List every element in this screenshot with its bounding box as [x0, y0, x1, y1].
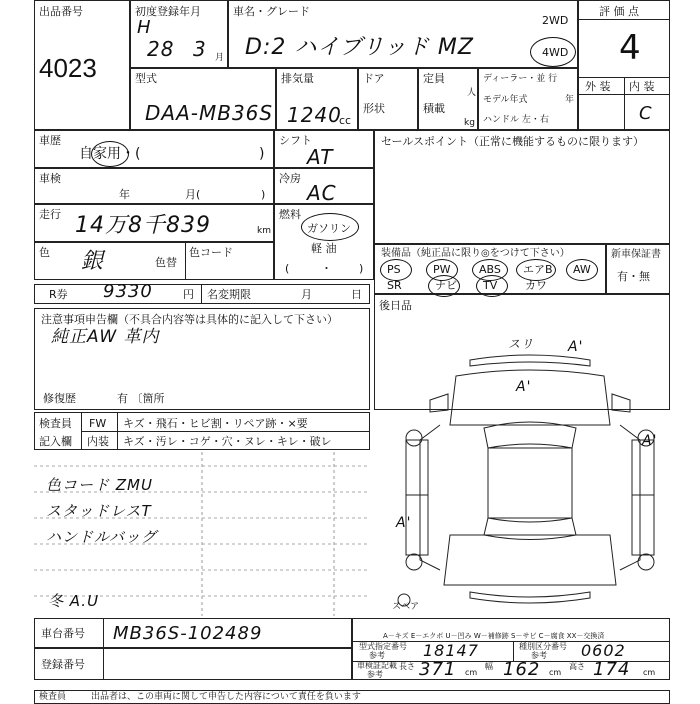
notice-box	[34, 308, 370, 410]
chassis-label: 車台番号	[41, 627, 85, 640]
fw-codes: キズ・飛石・ヒビ割・リペア跡・×要	[123, 417, 308, 430]
aftermarket-label: 後日品	[379, 299, 412, 312]
name-change-label: 名変期限	[207, 288, 251, 301]
registration-box	[34, 648, 352, 680]
length-unit: cm	[465, 668, 478, 677]
model-value: D:2 ハイブリッド MZ	[245, 35, 474, 60]
inspector-label: 検査員	[39, 417, 72, 430]
height-label: 高さ	[569, 662, 585, 671]
drive-2wd: 2WD	[542, 14, 569, 27]
mileage-box	[34, 204, 274, 242]
footer-box	[34, 690, 670, 704]
recorded-label: 車検証記載	[357, 661, 397, 670]
model-label: 車名・グレード	[233, 5, 310, 18]
remarks-area	[34, 452, 370, 616]
dealer-label: ディーラー・並 行	[483, 74, 558, 84]
fuel-box	[274, 204, 374, 280]
first-reg-box	[130, 0, 228, 68]
notice-label: 注意事項申告欄（不具合内容等は具体的に記入して下さい）	[41, 313, 338, 326]
mileage-label: 走行	[39, 208, 61, 221]
history-label: 車歴	[39, 134, 61, 147]
recycle-value: 9330	[103, 281, 153, 302]
shift-value: AT	[307, 145, 334, 169]
fill-label: 記入欄	[39, 435, 72, 448]
remark-4: 冬 A.U	[48, 592, 100, 610]
fw-label: FW	[89, 417, 107, 430]
inspection-box	[34, 168, 274, 204]
remark-2: スタッドレスT	[46, 502, 152, 520]
fuel-other-open: (	[285, 262, 290, 275]
displacement-value: 1240	[287, 103, 342, 127]
warranty-value: 有・無	[617, 270, 650, 283]
equip-abs: ABS	[479, 263, 501, 276]
chassis-value: MB36S-102489	[113, 623, 263, 644]
fuel-circle-mark	[301, 213, 359, 241]
model-year-label: モデル年式	[483, 95, 528, 105]
history-value: 自家用・(	[79, 146, 141, 162]
inspection-close: )	[261, 188, 266, 201]
type-label: 型式	[135, 72, 157, 85]
recycle-unit: 円	[183, 288, 194, 301]
history-close: )	[259, 146, 265, 162]
designation-label: 型式指定番号	[359, 642, 407, 651]
sales-point-label: セールスポイント（正常に機能するものに限ります）	[381, 135, 645, 148]
designation-value: 18147	[423, 641, 479, 660]
type-value: DAA-MB36S	[145, 101, 274, 125]
car-diagram	[390, 330, 670, 620]
recycle-box	[34, 281, 370, 304]
type-box	[130, 68, 276, 130]
equip-pw: PW	[433, 263, 451, 276]
name-change-month: 月	[301, 288, 312, 301]
equip-tv: TV	[483, 279, 498, 292]
mark-a4: A'	[396, 515, 412, 531]
inspector-box	[34, 412, 370, 450]
warranty-label: 新車保証書	[611, 249, 661, 260]
chassis-box	[34, 618, 352, 648]
model-year-unit: 年	[565, 95, 575, 105]
car-outline	[390, 330, 670, 620]
drive-circle-mark	[530, 37, 576, 67]
capacity-box	[418, 68, 478, 130]
equip-circle-ps	[380, 259, 412, 281]
interior-codes: キズ・汚レ・コゲ・穴・ヌレ・キレ・破レ	[123, 435, 332, 448]
mark-a1: A'	[568, 339, 584, 355]
length-label: 長さ	[399, 662, 415, 671]
name-change-day: 日	[351, 288, 362, 301]
footer-text: 出品者は、この車両に関して申告した内容について責任を負います	[91, 692, 361, 702]
month-unit: 月	[215, 53, 225, 63]
width-label: 幅	[485, 662, 493, 671]
equip-circle-airbag	[516, 259, 556, 281]
footer-label: 検査員	[39, 692, 67, 702]
shape-label: 形状	[363, 102, 385, 115]
category-label: 種別区分番号	[519, 642, 567, 651]
model-box	[228, 0, 578, 68]
color-code-label: 色コード	[189, 246, 233, 259]
warranty-box	[606, 244, 670, 294]
ac-value: AC	[307, 181, 337, 205]
drive-4wd: 4WD	[542, 46, 569, 59]
registration-label: 登録番号	[41, 658, 85, 671]
lot-box	[34, 0, 130, 130]
ac-label: 冷房	[279, 172, 301, 185]
repair-label: 修復歴	[43, 392, 76, 405]
length-value: 371	[419, 659, 457, 680]
era-value: H	[137, 17, 152, 38]
fuel-label: 燃料	[279, 208, 301, 221]
displacement-box	[276, 68, 358, 130]
equip-sr: SR	[387, 279, 402, 292]
category-value: 0602	[581, 641, 626, 660]
displacement-unit: cc	[339, 114, 352, 127]
width-value: 162	[503, 659, 541, 680]
equip-ps: PS	[387, 263, 401, 276]
lot-label: 出品番号	[39, 5, 83, 18]
equip-navi: ナビ	[435, 279, 457, 292]
codes-box	[352, 618, 670, 680]
remark-1: 色コード ZMU	[46, 476, 153, 494]
category-sub: 参考	[531, 651, 547, 660]
equip-leather: カワ	[525, 279, 547, 292]
shift-box	[274, 130, 374, 168]
shift-label: シフト	[279, 134, 312, 147]
interior-inspect-label: 内装	[87, 435, 109, 448]
color-value: 銀	[81, 249, 105, 274]
remark-3: ハンドルバッグ	[46, 528, 157, 546]
equipment-label: 装備品（純正品に限り◎をつけて下さい）	[381, 248, 570, 259]
equip-aw: AW	[573, 263, 591, 276]
interior-label: 内 装	[629, 80, 655, 93]
displacement-label: 排気量	[281, 72, 314, 85]
color-box	[34, 242, 274, 280]
inspection-month: 月(	[185, 188, 201, 201]
legend-text: A－キズ E－エクボ U－凹み W－補修跡 S－サビ C－腐食 XX－交換済	[383, 632, 605, 640]
equip-airbag: エアB	[523, 263, 553, 276]
door-shape-box	[358, 68, 418, 130]
fuel-diesel: 軽 油	[311, 242, 337, 255]
month-value: 3	[193, 37, 207, 61]
score-value: 4	[619, 28, 642, 68]
mark-a2: A'	[516, 379, 532, 395]
height-value: 174	[593, 659, 631, 680]
fuel-other-dot: ・	[321, 262, 332, 275]
handle-label: ハンドル 左・右	[483, 115, 549, 125]
interior-value: C	[639, 103, 653, 124]
dealer-box	[478, 68, 578, 130]
width-unit: cm	[549, 668, 562, 677]
mileage-unit: km	[257, 226, 271, 236]
fuel-gasoline: ガソリン	[307, 222, 351, 235]
lot-number: 4023	[39, 53, 97, 83]
spare-label: スペア	[392, 602, 420, 612]
inspection-label: 車検	[39, 172, 61, 185]
color-change-label: 色替	[155, 256, 177, 269]
mileage-value: 14万8千839	[75, 213, 211, 238]
history-box	[34, 130, 274, 168]
year-value: 28	[147, 37, 175, 61]
sales-point-box	[374, 130, 670, 244]
capacity-unit: 人	[467, 88, 477, 98]
history-circle-mark	[91, 141, 129, 167]
mark-a3: A'	[642, 433, 658, 449]
exterior-label: 外 装	[585, 80, 611, 93]
mark-top: スリ	[508, 337, 535, 351]
door-label: ドア	[363, 72, 385, 85]
ac-box	[274, 168, 374, 204]
score-label: 評 価 点	[599, 5, 639, 18]
load-unit: kg	[464, 118, 475, 128]
equipment-box	[374, 244, 606, 294]
repair-value: 有 〔箇所	[117, 392, 165, 405]
load-label: 積載	[423, 102, 445, 115]
capacity-label: 定員	[423, 72, 445, 85]
notice-value: 純正AW 革内	[51, 327, 160, 347]
equip-circle-aw	[566, 259, 598, 281]
first-reg-label: 初度登録年月	[135, 5, 201, 18]
fuel-other-close: )	[359, 262, 364, 275]
height-unit: cm	[643, 668, 656, 677]
designation-sub: 参考	[369, 651, 385, 660]
color-label: 色	[39, 246, 50, 259]
score-box	[578, 0, 670, 130]
recorded-sub: 参考	[367, 670, 383, 679]
recycle-label: R券	[49, 288, 68, 301]
inspection-year: 年	[119, 188, 130, 201]
